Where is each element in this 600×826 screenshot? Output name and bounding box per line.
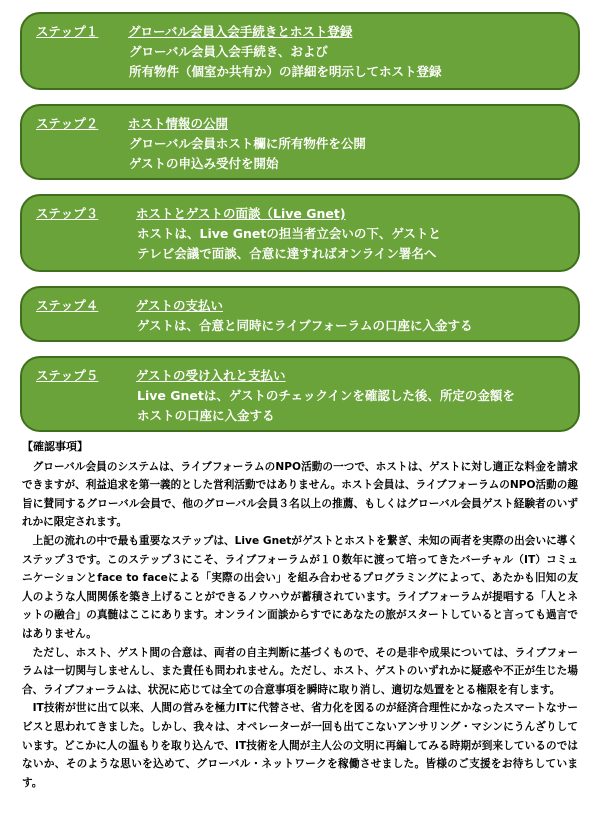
step-label: ステップ１ — [36, 24, 99, 39]
step-label: ステップ２ — [36, 116, 99, 131]
step-description-line: ゲストは、合意と同時にライブフォーラムの口座に入金する — [137, 318, 473, 333]
step-title: ゲストの受け入れと支払い — [136, 368, 286, 383]
step-title: ホストとゲストの面談（Live Gnet) — [136, 206, 346, 221]
notes-paragraph: グローバル会員のシステムは、ライブフォーラムのNPO活動の一つで、ホストは、ゲストに対し適正な料金を請求できますが、利益追求を第一義的とした営利活動ではありません。ホスト会員は、ライブフォーラムのNPO活動の趣旨に賛同するグローバル会員で、他のグローバル会員３名以上の推薦、もしくはグローバル会員ゲスト経験者のいずれかに限定されます。 — [22, 460, 578, 529]
step-header — [36, 22, 562, 42]
step-description-line: グローバル会員ホスト欄に所有物件を公開 — [129, 136, 366, 151]
step-description-line: 所有物件（個室か共有か）の詳細を明示してホスト登録 — [129, 64, 442, 79]
notes-paragraph: 上記の流れの中で最も重要なステップは、Live Gnetがゲストとホストを繋ぎ、未知の両者を実際の出会いに導くステップ３です。このステップ３にこそ、ライブフォーラムが１０数年に渡って培ってきたバーチャル（IT）コミュニケーションとface to faceによる「実際の出会い」を組み合わせるプログラミングによって、あたかも旧知の友人のような人間関係を築き上げることができるノウハウが蓄積されています。ライブフォーラムが提唱する「人とネットの融合」の真髄はここにあります。オンライン面談からすでにあなたの旅がスタートしていると言っても過言ではありません。 — [22, 534, 578, 640]
step-box-1 — [20, 12, 580, 90]
notes-heading: 【確認事項】 — [22, 440, 88, 453]
step-description-line: テレビ会議で面談、合意に達すればオンライン署名へ — [137, 246, 437, 261]
step-description-line: Live Gnetは、ゲストのチェックインを確認した後、所定の金額を — [137, 388, 515, 403]
step-label: ステップ３ — [36, 206, 99, 221]
step-label: ステップ５ — [36, 368, 99, 383]
step-description-line: グローバル会員入会手続き、および — [129, 44, 328, 59]
step-header — [36, 114, 562, 134]
step-box-4 — [20, 286, 580, 342]
notes-paragraph: IT技術が世に出て以来、人間の営みを極力ITに代替させ、省力化を図るのが経済合理性にかなったスマートなサービスと思われてきました。しかし、我々は、オペレーターが一回も出てこないアンサリング・マシンにうんざりしています。どこかに人の温もりを取り込んで、IT技術を人間が主人公の文明に再編してみる時期が到来しているのではないか、そのような思いを込めて、グローバル・ネットワークを稼働させました。皆様のご支援をお待ちしています。 — [22, 702, 578, 789]
step-header — [36, 204, 562, 224]
step-title: ホスト情報の公開 — [128, 116, 229, 131]
step-box-5 — [20, 356, 580, 432]
step-description-line: ホストは、Live Gnetの担当者立会いの下、ゲストと — [137, 226, 441, 241]
confirmation-notes — [22, 438, 578, 792]
notes-paragraph: ただし、ホスト、ゲスト間の合意は、両者の自主判断に基づくもので、その是非や成果については、ライブフォーラムは一切関与しませんし、また責任も問われません。ただし、ホスト、ゲストのいずれかに疑惑や不正が生じた場合、ライブフォーラムは、状況に応じては全ての合意事項を瞬時に取り消し、適切な処置をとる権限を有します。 — [22, 646, 578, 696]
step-list — [20, 12, 580, 446]
step-title: グローバル会員入会手続きとホスト登録 — [128, 24, 353, 39]
step-label: ステップ４ — [36, 298, 99, 313]
step-header — [36, 296, 562, 316]
step-box-2 — [20, 104, 580, 180]
step-description-line: ゲストの申込み受付を開始 — [129, 156, 279, 171]
step-description-line: ホストの口座に入金する — [137, 408, 275, 423]
step-box-3 — [20, 194, 580, 272]
step-title: ゲストの支払い — [136, 298, 224, 313]
step-header — [36, 366, 562, 386]
